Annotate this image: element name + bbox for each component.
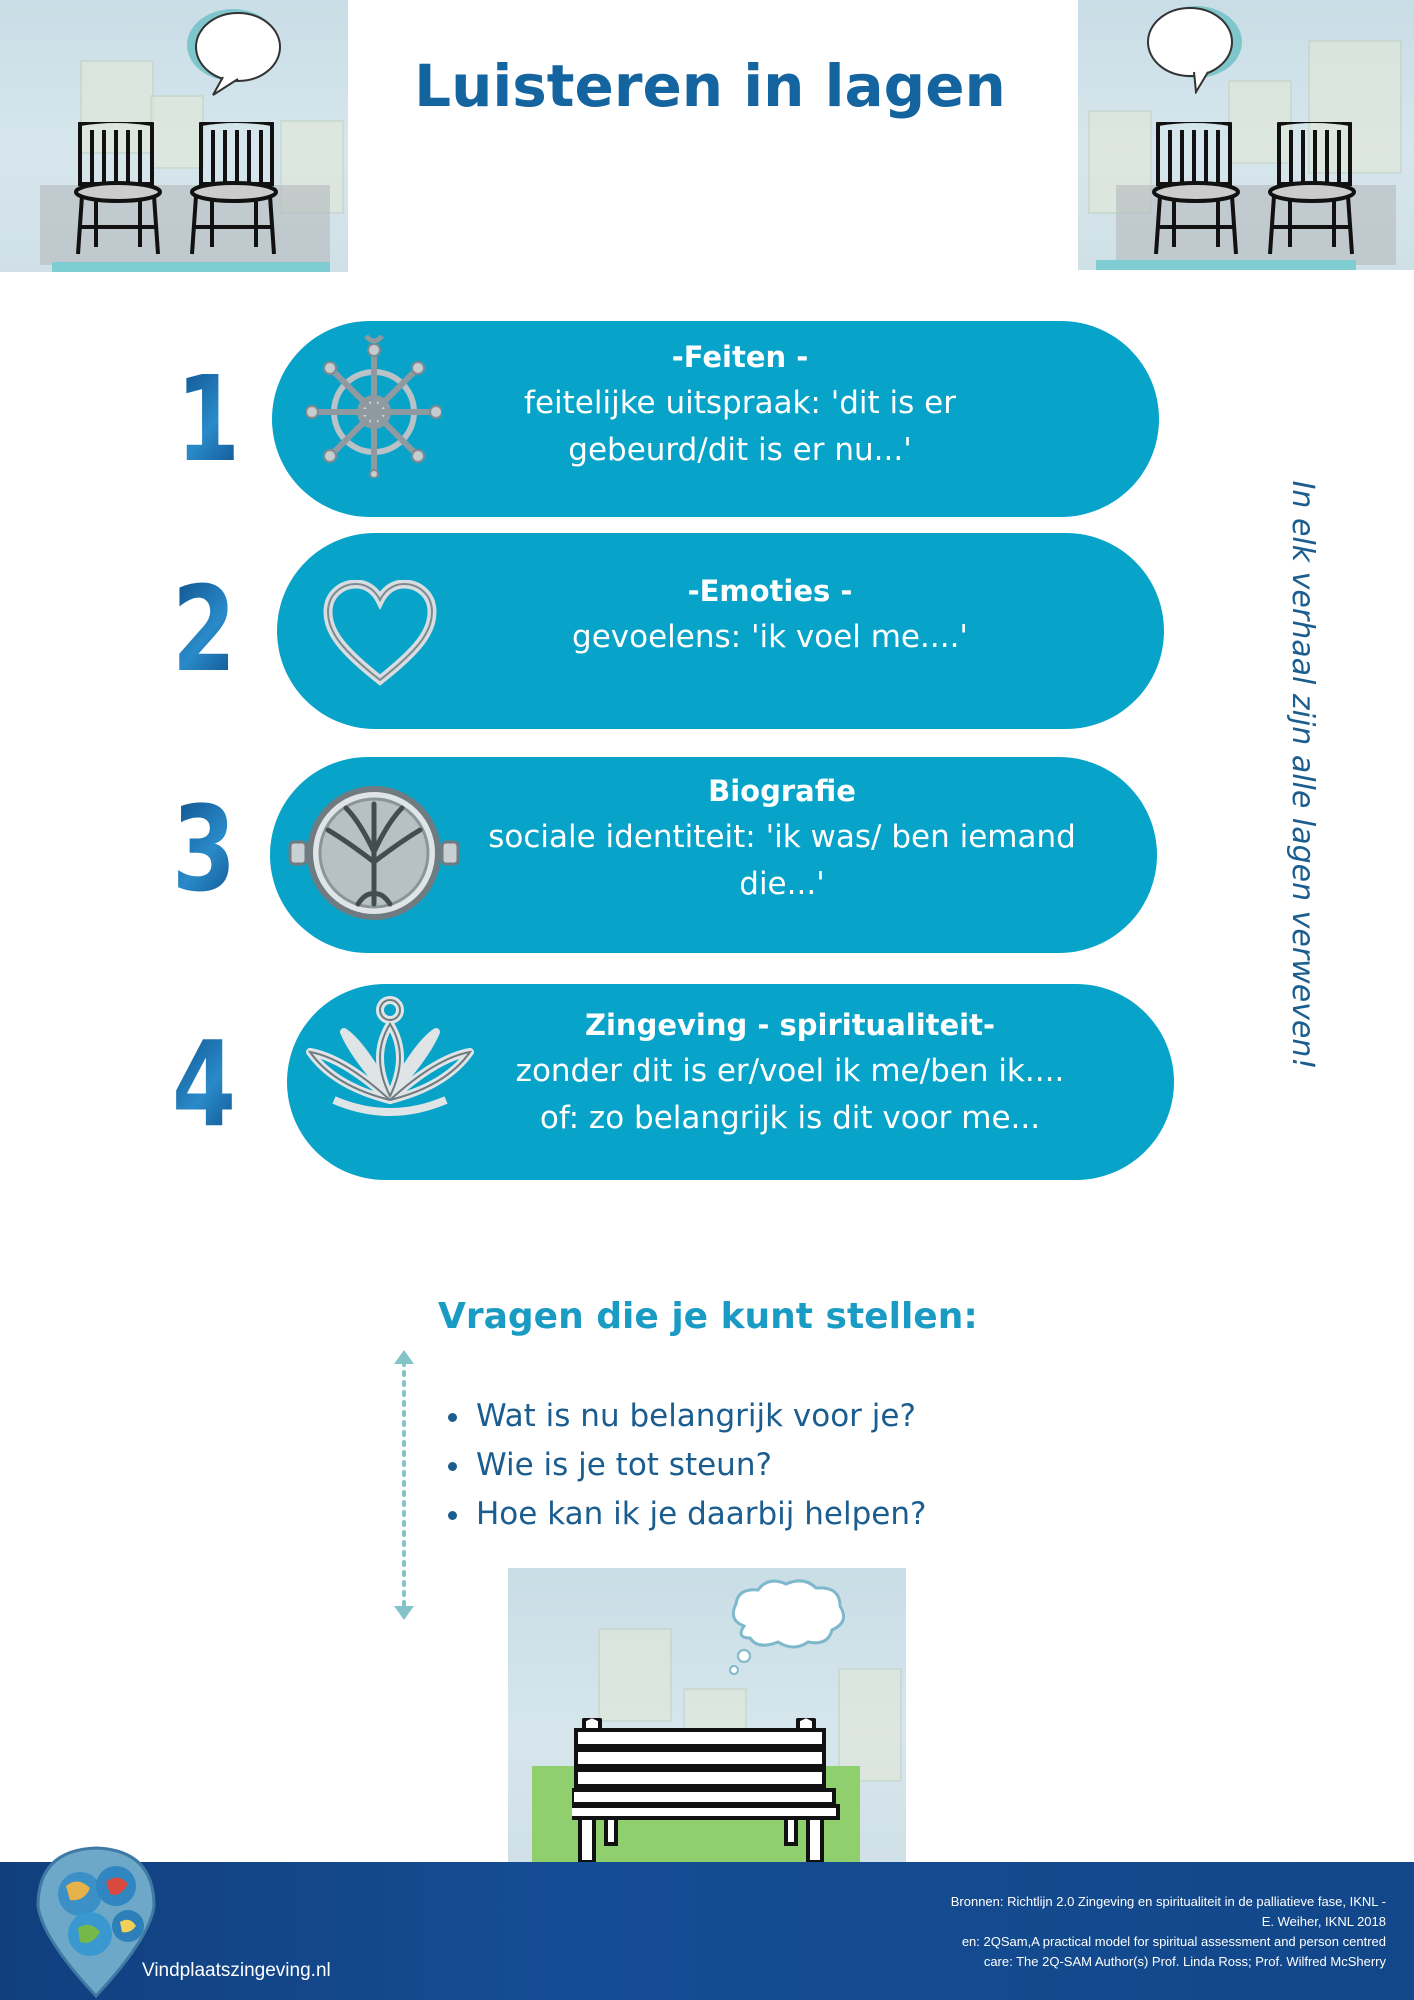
vertical-double-arrow-icon xyxy=(392,1348,416,1622)
chair-icon xyxy=(72,122,167,257)
ship-wheel-icon xyxy=(306,332,442,478)
source-line: Bronnen: Richtlijn 2.0 Zingeving en spiritualiteit in de palliatieve fase, IKNL - xyxy=(950,1894,1386,1909)
layer-number-4: 4 xyxy=(172,1015,237,1153)
chair-icon xyxy=(1150,122,1245,257)
website-label: Vindplaatszingeving.nl xyxy=(142,1960,331,1981)
source-line: en: 2QSam,A practical model for spiritual assessment and person centred xyxy=(961,1934,1386,1949)
chairs-illustration-right xyxy=(1078,0,1414,270)
layer-body: sociale identiteit: 'ik was/ ben iemand die...' xyxy=(488,819,1076,902)
thought-cloud-icon xyxy=(724,1576,850,1676)
speech-bubble-icon xyxy=(183,5,283,97)
page-title: Luisteren in lagen xyxy=(414,52,1006,120)
bench-illustration xyxy=(508,1568,906,1866)
questions-title: Vragen die je kunt stellen: xyxy=(438,1296,978,1337)
layer-heading: Biografie xyxy=(708,774,856,808)
layer-body-line: of: zo belangrijk is dit voor me... xyxy=(539,1100,1041,1136)
layer-text-feiten xyxy=(470,334,1010,474)
source-line: care: The 2Q-SAM Author(s) Prof. Linda Ross; Prof. Wilfred McSherry xyxy=(983,1954,1386,1969)
layer-heading: -Emoties - xyxy=(687,574,853,608)
chair-icon xyxy=(1264,122,1359,257)
layer-number-3: 3 xyxy=(172,780,237,918)
layer-heading: Zingeving - spiritualiteit- xyxy=(584,1008,996,1042)
question-list xyxy=(440,1392,926,1539)
layer-heading: -Feiten - xyxy=(671,340,809,374)
list-item: Wie is je tot steun? xyxy=(440,1441,926,1490)
layer-body: gevoelens: 'ik voel me....' xyxy=(572,619,968,655)
chairs-illustration-left xyxy=(0,0,348,272)
chair-icon xyxy=(186,122,281,257)
lotus-icon xyxy=(304,996,474,1126)
tree-of-life-icon xyxy=(288,782,460,924)
source-line: E. Weiher, IKNL 2018 xyxy=(1261,1914,1386,1929)
layer-text-biografie xyxy=(462,768,1102,908)
list-item: Wat is nu belangrijk voor je? xyxy=(440,1392,926,1441)
side-note: In elk verhaal zijn alle lagen verweven! xyxy=(1285,480,1320,1070)
heart-icon xyxy=(322,580,438,686)
list-item: Hoe kan ik je daarbij helpen? xyxy=(440,1490,926,1539)
sources-text xyxy=(866,1892,1386,1972)
layer-text-emoties xyxy=(490,568,1050,661)
layer-number-2: 2 xyxy=(172,560,237,698)
speech-bubble-icon xyxy=(1144,2,1244,94)
layer-body: feitelijke uitspraak: 'dit is er gebeurd/dit is er nu...' xyxy=(524,385,956,468)
layer-text-zingeving xyxy=(470,1002,1110,1142)
layer-number-1: 1 xyxy=(176,350,241,488)
bench-icon xyxy=(572,1718,842,1864)
layer-body-line: zonder dit is er/voel ik me/ben ik.... xyxy=(515,1053,1065,1089)
